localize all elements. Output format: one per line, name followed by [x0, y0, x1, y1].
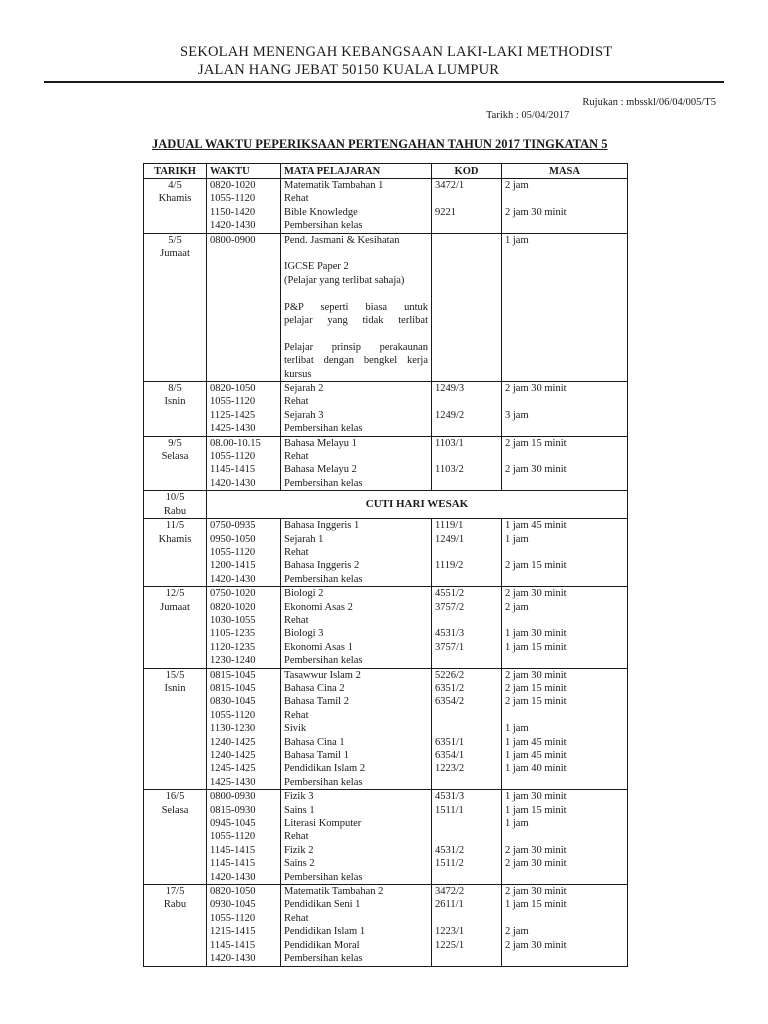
table-row	[144, 233, 628, 381]
duration: 2 jam 30 minit	[505, 858, 567, 870]
subject-name: Sains 2	[284, 858, 315, 870]
time-slot: 1150-1420	[210, 206, 256, 218]
subject-name: Sejarah 2	[284, 383, 324, 395]
time-slot: 1420-1430	[210, 953, 256, 965]
subject-cell	[281, 885, 432, 966]
subject-code: 1223/2	[435, 763, 465, 775]
duration: 2 jam	[505, 180, 529, 191]
subject-name: Sains 1	[284, 804, 315, 816]
exam-day: Selasa	[161, 451, 189, 463]
subject-name: Bahasa Inggeris 2	[284, 560, 360, 572]
duration	[505, 219, 624, 232]
exam-day: Isnin	[164, 396, 186, 408]
subject-code: 3757/1	[435, 641, 465, 653]
code-cell	[432, 436, 502, 491]
time-slot: 1145-1415	[210, 858, 256, 870]
subject-cell	[281, 179, 432, 234]
time-slot: 0815-0930	[210, 804, 256, 816]
code-cell	[432, 519, 502, 587]
time-cell	[207, 885, 281, 966]
duration	[505, 776, 624, 789]
subject-code	[435, 395, 498, 408]
subject-name: Literasi Komputer	[284, 818, 362, 830]
subject-code	[435, 952, 498, 965]
subject-name	[284, 247, 428, 260]
time-slot: 1200-1415	[210, 560, 256, 572]
time-slot: 1425-1430	[210, 776, 256, 788]
exam-date: 12/5	[165, 588, 185, 600]
subject-code	[435, 219, 498, 232]
time-slot: 1125-1425	[210, 409, 256, 421]
code-cell	[432, 233, 502, 381]
duration: 2 jam 30 minit	[505, 464, 567, 476]
duration	[505, 422, 624, 435]
subject-name: Sivik	[284, 723, 307, 735]
duration: 2 jam 15 minit	[505, 682, 567, 694]
subject-name: Pend. Jasmani & Kesihatan	[284, 234, 400, 246]
code-cell	[432, 179, 502, 234]
time-cell	[207, 233, 281, 381]
column-header-code: KOD	[432, 164, 502, 179]
duration	[505, 573, 624, 586]
time-slot: 0945-1045	[210, 818, 256, 830]
subject-code: 1249/2	[435, 409, 465, 421]
subject-code	[435, 477, 498, 490]
subject-name: Rehat	[284, 193, 309, 205]
duration-cell	[502, 587, 628, 668]
subject-name: (Pelajar yang terlibat sahaja)	[284, 274, 405, 286]
date-cell	[144, 179, 207, 234]
duration	[505, 830, 624, 843]
subject-name: Rehat	[284, 546, 309, 558]
time-slot: 0815-1045	[210, 669, 256, 681]
subject-code: 1511/2	[435, 858, 464, 870]
time-slot: 1130-1230	[210, 723, 256, 735]
subject-code: 3472/1	[435, 180, 465, 191]
subject-cell	[281, 233, 432, 381]
subject-name: Tasawwur Islam 2	[284, 669, 361, 681]
subject-code	[435, 871, 498, 884]
subject-cell	[281, 436, 432, 491]
duration: 2 jam 15 minit	[505, 560, 567, 572]
subject-code	[435, 614, 498, 627]
time-cell	[207, 382, 281, 437]
exam-date: 15/5	[165, 669, 185, 681]
duration: 1 jam 30 minit	[505, 791, 567, 803]
time-slot: 0750-0935	[210, 520, 256, 532]
subject-name: terlibat dengan bengkel kerja	[284, 355, 428, 367]
subject-name: Pelajar prinsip perakaunan	[284, 341, 428, 353]
document-date: Tarikh : 05/04/2017	[486, 110, 570, 121]
subject-name: Pendidikan Islam 1	[284, 926, 366, 938]
school-name: SEKOLAH MENENGAH KEBANGSAAN LAKI-LAKI METHODIST	[180, 44, 613, 60]
subject-name: Pembersihan kelas	[284, 871, 363, 883]
subject-cell	[281, 382, 432, 437]
subject-name: Pendidikan Islam 2	[284, 763, 366, 775]
time-slot: 1420-1430	[210, 477, 256, 489]
date-cell	[144, 491, 207, 519]
subject-code: 6354/2	[435, 696, 465, 708]
time-slot: 1145-1415	[210, 464, 256, 476]
duration: 2 jam 30 minit	[505, 206, 567, 218]
duration	[505, 709, 624, 722]
exam-date: 10/5	[165, 492, 185, 504]
time-slot: 0820-1050	[210, 886, 256, 898]
time-slot: 0800-0930	[210, 791, 256, 803]
time-slot: 1145-1415	[210, 939, 256, 951]
subject-name: Pembersihan kelas	[284, 953, 363, 965]
code-cell	[432, 587, 502, 668]
subject-code	[435, 192, 498, 205]
table-row	[144, 587, 628, 668]
subject-code	[435, 654, 498, 667]
duration-cell	[502, 519, 628, 587]
exam-date: 16/5	[165, 791, 185, 803]
holiday-notice: CUTI HARI WESAK	[207, 491, 628, 519]
duration	[505, 912, 624, 925]
subject-code: 3757/2	[435, 601, 465, 613]
time-cell	[207, 668, 281, 790]
time-slot: 1055-1120	[210, 546, 256, 558]
subject-code	[435, 422, 498, 435]
time-slot: 0830-1045	[210, 696, 256, 708]
subject-code	[435, 776, 498, 789]
time-slot: 0820-1020	[210, 601, 256, 613]
subject-name: kursus	[284, 368, 312, 380]
column-header-time: WAKTU	[207, 164, 281, 179]
subject-name: Bahasa Tamil 1	[284, 750, 349, 762]
exam-day: Khamis	[158, 193, 192, 205]
time-slot: 1145-1415	[210, 844, 256, 856]
subject-code	[435, 912, 498, 925]
subject-name	[284, 327, 428, 340]
code-cell	[432, 382, 502, 437]
duration	[505, 614, 624, 627]
time-slot: 1055-1120	[210, 193, 256, 205]
date-cell	[144, 668, 207, 790]
duration-cell	[502, 668, 628, 790]
time-cell	[207, 179, 281, 234]
duration: 2 jam 15 minit	[505, 437, 567, 449]
duration: 1 jam 45 minit	[505, 750, 567, 761]
exam-day: Khamis	[158, 533, 192, 545]
duration-cell	[502, 179, 628, 234]
exam-date: 5/5	[168, 234, 182, 246]
duration	[505, 871, 624, 884]
code-cell	[432, 668, 502, 790]
subject-code: 1103/2	[435, 464, 464, 476]
time-slot: 0820-1020	[210, 180, 256, 191]
duration: 2 jam 30 minit	[505, 588, 567, 600]
table-row	[144, 790, 628, 885]
duration-cell	[502, 885, 628, 966]
duration: 2 jam 30 minit	[505, 844, 567, 856]
subject-name: Fizik 2	[284, 844, 314, 856]
duration: 2 jam	[505, 601, 529, 613]
time-slot: 1240-1425	[210, 736, 256, 748]
subject-name: Ekonomi Asas 2	[284, 601, 353, 613]
duration: 2 jam 30 minit	[505, 383, 567, 395]
subject-name: Pembersihan kelas	[284, 573, 363, 585]
header-divider	[44, 81, 724, 83]
table-row	[144, 519, 628, 587]
duration: 1 jam 45 minit	[505, 520, 567, 532]
subject-code	[435, 546, 498, 559]
subject-code: 1225/1	[435, 939, 465, 951]
reference-number: Rujukan : mbsskl/06/04/005/T5	[582, 97, 716, 108]
time-slot: 1105-1235	[210, 628, 256, 640]
date-cell	[144, 436, 207, 491]
subject-name: Pembersihan kelas	[284, 220, 363, 232]
subject-name: Pendidikan Moral	[284, 939, 360, 951]
subject-code: 4531/3	[435, 628, 465, 640]
subject-cell	[281, 587, 432, 668]
time-slot: 1240-1425	[210, 750, 256, 762]
code-cell	[432, 885, 502, 966]
exam-date: 4/5	[168, 180, 182, 191]
subject-name: Rehat	[284, 614, 309, 626]
subject-name: Matematik Tambahan 1	[284, 180, 384, 191]
subject-name: Pendidikan Seni 1	[284, 899, 361, 911]
duration	[505, 395, 624, 408]
duration: 2 jam 30 minit	[505, 669, 567, 681]
table-row	[144, 436, 628, 491]
exam-date: 17/5	[165, 886, 185, 898]
time-slot: 1420-1430	[210, 573, 256, 585]
school-address: JALAN HANG JEBAT 50150 KUALA LUMPUR	[198, 62, 500, 78]
duration	[505, 654, 624, 667]
exam-day: Jumaat	[160, 601, 190, 613]
subject-code: 1119/2	[435, 560, 464, 572]
time-slot: 1055-1120	[210, 831, 256, 843]
subject-code	[435, 830, 498, 843]
exam-timetable	[143, 163, 628, 967]
subject-code: 4531/2	[435, 844, 465, 856]
subject-name: Bahasa Cina 2	[284, 682, 345, 694]
exam-day: Isnin	[164, 682, 186, 694]
subject-name: Rehat	[284, 709, 309, 721]
time-slot: 1055-1120	[210, 396, 256, 408]
column-header-date: TARIKH	[144, 164, 207, 179]
exam-day: Jumaat	[160, 248, 190, 260]
subject-cell	[281, 519, 432, 587]
subject-name: Rehat	[284, 396, 309, 408]
column-header-subject: MATA PELAJARAN	[281, 164, 432, 179]
subject-cell	[281, 668, 432, 790]
duration: 2 jam	[505, 926, 529, 938]
code-cell	[432, 790, 502, 885]
time-slot: 0950-1050	[210, 533, 256, 545]
subject-name: Biologi 2	[284, 588, 324, 600]
subject-code: 4531/3	[435, 791, 465, 803]
time-slot: 0815-1045	[210, 682, 256, 694]
duration: 1 jam	[505, 533, 529, 545]
duration-cell	[502, 436, 628, 491]
duration	[505, 192, 624, 205]
subject-code: 6354/1	[435, 749, 465, 761]
duration-cell	[502, 233, 628, 381]
subject-code: 1249/3	[435, 383, 465, 395]
subject-code: 5226/2	[435, 669, 465, 681]
subject-name	[284, 287, 428, 300]
exam-date: 9/5	[168, 437, 182, 449]
date-cell	[144, 587, 207, 668]
column-header-duration: MASA	[502, 164, 628, 179]
time-slot: 0820-1050	[210, 383, 256, 395]
subject-code	[435, 722, 498, 735]
duration: 1 jam 15 minit	[505, 899, 567, 911]
subject-code: 1511/1	[435, 804, 464, 816]
table-row	[144, 668, 628, 790]
time-cell	[207, 790, 281, 885]
subject-code	[435, 709, 498, 722]
time-slot: 1245-1425	[210, 763, 256, 775]
subject-name: Bible Knowledge	[284, 206, 358, 218]
subject-name: Bahasa Cina 1	[284, 736, 345, 748]
table-row	[144, 885, 628, 966]
subject-code: 6351/2	[435, 682, 465, 694]
duration: 1 jam 15 minit	[505, 804, 567, 816]
subject-name: Rehat	[284, 451, 309, 463]
subject-name: Biologi 3	[284, 628, 324, 640]
subject-code: 6351/1	[435, 736, 465, 748]
page-title: JADUAL WAKTU PEPERIKSAAN PERTENGAHAN TAHUN 2017 TINGKATAN 5	[152, 137, 608, 151]
time-slot: 0800-0900	[210, 234, 256, 246]
subject-name: Rehat	[284, 912, 309, 924]
subject-name: Pembersihan kelas	[284, 423, 363, 435]
duration: 1 jam	[505, 723, 529, 735]
date-cell	[144, 885, 207, 966]
date-cell	[144, 790, 207, 885]
subject-name: Pembersihan kelas	[284, 477, 363, 489]
time-slot: 0750-1020	[210, 588, 256, 600]
duration	[505, 477, 624, 490]
exam-day: Rabu	[163, 505, 187, 517]
subject-name: Pembersihan kelas	[284, 776, 363, 788]
time-slot: 1055-1120	[210, 912, 256, 924]
time-slot: 1420-1430	[210, 220, 256, 232]
subject-name: Bahasa Melayu 2	[284, 464, 357, 476]
duration	[505, 450, 624, 463]
time-slot: 1425-1430	[210, 423, 256, 435]
duration: 2 jam 30 minit	[505, 886, 567, 898]
subject-name: Pembersihan kelas	[284, 655, 363, 667]
time-slot: 1120-1235	[210, 641, 256, 653]
subject-name: P&P seperti biasa untuk	[284, 301, 428, 313]
duration-cell	[502, 790, 628, 885]
duration: 1 jam 45 minit	[505, 736, 567, 748]
time-slot: 1055-1120	[210, 709, 256, 721]
subject-code: 2611/1	[435, 899, 464, 911]
table-row	[144, 382, 628, 437]
time-slot: 1420-1430	[210, 871, 256, 883]
exam-date: 8/5	[168, 383, 182, 395]
subject-code: 3472/2	[435, 886, 465, 898]
subject-name: Sejarah 3	[284, 409, 324, 421]
exam-day: Rabu	[163, 899, 187, 911]
duration	[505, 546, 624, 559]
table-header-row	[144, 164, 628, 179]
subject-name: Rehat	[284, 831, 309, 843]
time-cell	[207, 436, 281, 491]
subject-code: 9221	[435, 206, 456, 218]
duration: 3 jam	[505, 409, 529, 421]
date-cell	[144, 519, 207, 587]
subject-code: 4551/2	[435, 588, 465, 600]
subject-name: Bahasa Inggeris 1	[284, 520, 360, 532]
subject-name: Bahasa Tamil 2	[284, 696, 349, 708]
subject-name: Sejarah 1	[284, 533, 324, 545]
subject-code	[435, 450, 498, 463]
duration: 1 jam 30 minit	[505, 628, 567, 640]
subject-name: Bahasa Melayu 1	[284, 437, 357, 449]
subject-code	[435, 817, 498, 830]
duration: 1 jam 40 minit	[505, 763, 567, 775]
time-slot: 1055-1120	[210, 451, 256, 463]
date-cell	[144, 233, 207, 381]
subject-name: Ekonomi Asas 1	[284, 641, 353, 653]
subject-code: 1103/1	[435, 437, 464, 449]
time-slot: 1215-1415	[210, 926, 256, 938]
subject-name: Matematik Tambahan 2	[284, 886, 384, 898]
subject-code	[435, 234, 498, 247]
time-cell	[207, 519, 281, 587]
duration: 1 jam 15 minit	[505, 641, 567, 653]
subject-name: Fizik 3	[284, 791, 314, 803]
time-slot: 08.00-10.15	[210, 437, 261, 449]
subject-code	[435, 573, 498, 586]
table-row	[144, 179, 628, 234]
table-row	[144, 491, 628, 519]
subject-code: 1223/1	[435, 926, 465, 938]
duration: 2 jam 30 minit	[505, 939, 567, 951]
duration: 2 jam 15 minit	[505, 696, 567, 708]
duration-cell	[502, 382, 628, 437]
subject-name: IGCSE Paper 2	[284, 261, 349, 273]
subject-code: 1249/1	[435, 533, 465, 545]
time-cell	[207, 587, 281, 668]
duration: 1 jam	[505, 234, 529, 246]
subject-cell	[281, 790, 432, 885]
subject-code: 1119/1	[435, 520, 464, 532]
time-slot: 0930-1045	[210, 899, 256, 911]
subject-name: pelajar yang tidak terlibat	[284, 315, 428, 327]
date-cell	[144, 382, 207, 437]
exam-day: Selasa	[161, 804, 189, 816]
exam-date: 11/5	[165, 520, 185, 532]
time-slot: 1030-1055	[210, 614, 256, 626]
duration: 1 jam	[505, 818, 529, 830]
time-slot: 1230-1240	[210, 655, 256, 667]
duration	[505, 952, 624, 965]
